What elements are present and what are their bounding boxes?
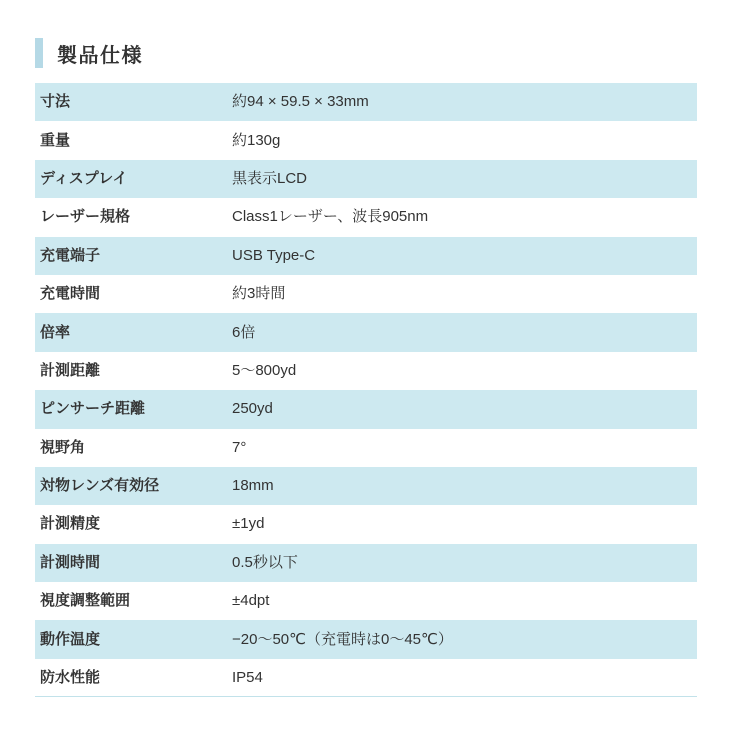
spec-label: 視度調整範囲 <box>40 592 131 610</box>
spec-value: 6倍 <box>232 323 256 341</box>
spec-value: 約130g <box>232 131 281 149</box>
spec-value: −20〜50℃（充電時は0〜45℃） <box>232 630 453 648</box>
spec-value: 0.5秒以下 <box>232 553 298 571</box>
spec-value: ±1yd <box>232 515 265 533</box>
spec-table-row <box>35 275 697 313</box>
spec-table-row <box>35 198 697 236</box>
spec-table-row <box>35 505 697 543</box>
spec-table-row <box>35 390 697 428</box>
spec-label: 防水性能 <box>40 668 101 686</box>
spec-value: 約94 × 59.5 × 33mm <box>232 93 369 111</box>
spec-value: 18mm <box>232 477 274 495</box>
spec-value: 黒表示LCD <box>232 169 308 187</box>
spec-label: 寸法 <box>40 93 71 111</box>
spec-table-row <box>35 467 697 505</box>
spec-table-row <box>35 83 697 121</box>
spec-label: 動作温度 <box>40 630 101 648</box>
spec-table-row <box>35 544 697 582</box>
spec-value: ±4dpt <box>232 592 270 610</box>
spec-value: 250yd <box>232 400 273 418</box>
spec-table-row <box>35 659 697 697</box>
spec-label: 倍率 <box>40 323 71 341</box>
spec-label: ディスプレイ <box>40 169 128 187</box>
section-header <box>35 38 697 68</box>
spec-table-row <box>35 429 697 467</box>
spec-value: USB Type-C <box>232 246 316 264</box>
spec-label: 視野角 <box>40 438 86 456</box>
spec-label: 計測精度 <box>40 515 101 533</box>
page-title: 製品仕様 <box>57 44 143 67</box>
spec-label: 計測距離 <box>40 361 101 379</box>
spec-label: 重量 <box>40 131 71 149</box>
spec-table-row <box>35 582 697 620</box>
spec-table <box>35 83 697 697</box>
spec-value: 約3時間 <box>232 285 286 303</box>
spec-value: Class1レーザー、波長905nm <box>232 208 429 226</box>
spec-value: 5〜800yd <box>232 361 297 379</box>
product-spec-section <box>35 38 697 697</box>
spec-label: 充電端子 <box>40 246 101 264</box>
spec-table-row <box>35 620 697 658</box>
spec-label: ピンサーチ距離 <box>40 400 146 418</box>
spec-label: 計測時間 <box>40 553 101 571</box>
accent-bar <box>35 38 43 68</box>
spec-table-row <box>35 313 697 351</box>
spec-table-row <box>35 352 697 390</box>
spec-table-row <box>35 121 697 159</box>
spec-label: 充電時間 <box>40 285 101 303</box>
spec-value: 7° <box>232 438 247 456</box>
spec-label: 対物レンズ有効径 <box>40 477 160 495</box>
spec-value: IP54 <box>232 668 263 686</box>
spec-table-row <box>35 160 697 198</box>
spec-label: レーザー規格 <box>40 208 131 226</box>
spec-table-row <box>35 237 697 275</box>
